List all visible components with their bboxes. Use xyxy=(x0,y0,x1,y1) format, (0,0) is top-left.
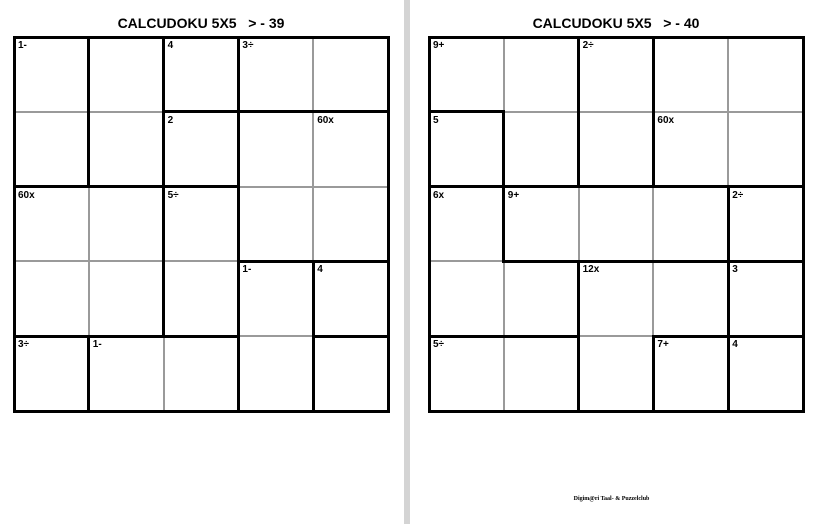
grid-cell[interactable] xyxy=(89,187,164,262)
cage-border xyxy=(237,36,240,114)
cage-border xyxy=(577,36,580,114)
cage-border xyxy=(13,335,91,338)
cage-clue: 9+ xyxy=(507,189,520,201)
grid-cell[interactable] xyxy=(579,261,654,336)
grid-cell[interactable] xyxy=(313,112,388,187)
cage-border xyxy=(727,185,730,263)
cage-clue: 12x xyxy=(582,264,600,276)
cage-border xyxy=(162,260,165,338)
grid-cell[interactable] xyxy=(429,112,504,187)
grid-cell[interactable] xyxy=(313,187,388,262)
grid-cell[interactable] xyxy=(238,336,313,411)
grid-cell[interactable] xyxy=(14,37,89,112)
grid-cell[interactable] xyxy=(653,187,728,262)
cage-clue: 5÷ xyxy=(433,339,445,351)
puzzle-grid xyxy=(14,37,388,411)
cage-border xyxy=(802,36,805,413)
cage-clue: 5÷ xyxy=(167,189,179,201)
grid-cell[interactable] xyxy=(653,261,728,336)
grid-cell[interactable] xyxy=(238,187,313,262)
cage-border xyxy=(727,335,730,413)
cage-border xyxy=(577,335,580,413)
puzzle-title: CALCUDOKU 5X5 > - 39 xyxy=(117,15,285,31)
grid-cell[interactable] xyxy=(728,187,803,262)
cage-border xyxy=(502,260,580,263)
cage-border xyxy=(312,260,315,338)
cage-border xyxy=(652,335,730,338)
grid-cell[interactable] xyxy=(238,261,313,336)
cage-border xyxy=(13,36,16,413)
cage-clue: 5 xyxy=(433,114,439,126)
cage-border xyxy=(577,260,655,263)
cage-border xyxy=(312,260,390,263)
cage-clue: 3 xyxy=(732,264,738,276)
grid-cell[interactable] xyxy=(238,37,313,112)
grid-cell[interactable] xyxy=(728,112,803,187)
cage-border xyxy=(312,335,390,338)
grid-cell[interactable] xyxy=(164,187,239,262)
grid-cell[interactable] xyxy=(579,112,654,187)
cage-border xyxy=(87,36,90,114)
cage-border xyxy=(237,110,315,113)
grid-cell[interactable] xyxy=(89,336,164,411)
cage-border xyxy=(13,36,390,39)
cage-border xyxy=(162,335,240,338)
cage-clue: 9+ xyxy=(433,40,445,51)
cage-border xyxy=(577,185,655,188)
cage-clue: 7+ xyxy=(657,339,669,351)
cage-border xyxy=(428,36,805,39)
left-page xyxy=(0,0,404,524)
grid-cell[interactable] xyxy=(653,336,728,411)
grid-cell[interactable] xyxy=(579,336,654,411)
right-page xyxy=(410,0,813,524)
cage-clue: 4 xyxy=(317,264,323,276)
cage-border xyxy=(162,185,240,188)
cage-clue: 60x xyxy=(317,114,334,126)
cage-border xyxy=(387,36,390,413)
cage-border xyxy=(727,260,805,263)
grid-cell[interactable] xyxy=(89,112,164,187)
cage-border xyxy=(162,185,165,263)
cage-clue: 3÷ xyxy=(242,40,254,51)
cage-border xyxy=(502,335,580,338)
grid-cell[interactable] xyxy=(89,261,164,336)
grid-cell[interactable] xyxy=(14,336,89,411)
grid-cell[interactable] xyxy=(504,336,579,411)
grid-cell[interactable] xyxy=(504,261,579,336)
cage-border xyxy=(237,335,240,413)
cage-border xyxy=(312,110,390,113)
grid-cell[interactable] xyxy=(429,187,504,262)
grid-cell[interactable] xyxy=(14,261,89,336)
grid-cell[interactable] xyxy=(504,112,579,187)
grid-cell[interactable] xyxy=(14,187,89,262)
cage-clue: 1- xyxy=(242,264,252,276)
grid-cell[interactable] xyxy=(728,37,803,112)
grid-cell[interactable] xyxy=(429,37,504,112)
cage-clue: 2÷ xyxy=(582,40,594,51)
grid-cell[interactable] xyxy=(653,37,728,112)
cage-border xyxy=(428,410,805,413)
grid-cell[interactable] xyxy=(504,187,579,262)
cage-border xyxy=(312,335,315,413)
grid-cell[interactable] xyxy=(429,261,504,336)
cage-border xyxy=(87,110,90,188)
footer-credit: Digim@ri Taal- & Puzzelclub xyxy=(573,496,650,502)
cage-border xyxy=(502,110,505,188)
cage-clue: 2÷ xyxy=(732,189,744,201)
cage-border xyxy=(428,335,506,338)
cage-border xyxy=(428,36,431,413)
cage-border xyxy=(727,335,805,338)
cage-border xyxy=(652,110,655,188)
grid-cell[interactable] xyxy=(164,37,239,112)
grid-cell[interactable] xyxy=(728,336,803,411)
grid-cell[interactable] xyxy=(579,37,654,112)
cage-border xyxy=(652,185,730,188)
cage-border xyxy=(237,260,240,338)
cage-border xyxy=(87,185,165,188)
cage-border xyxy=(162,110,240,113)
cage-border xyxy=(428,110,506,113)
grid-cell[interactable] xyxy=(164,336,239,411)
grid-cell[interactable] xyxy=(313,336,388,411)
grid-cell[interactable] xyxy=(728,261,803,336)
cage-clue: 4 xyxy=(167,40,174,51)
cage-border xyxy=(502,185,580,188)
cage-clue: 60x xyxy=(18,189,35,201)
grid-cell[interactable] xyxy=(313,261,388,336)
cage-border xyxy=(162,36,165,114)
grid-cell[interactable] xyxy=(14,112,89,187)
cage-border xyxy=(13,185,91,188)
cage-border xyxy=(727,260,730,338)
cage-border xyxy=(652,260,730,263)
grid-cell[interactable] xyxy=(653,112,728,187)
cage-border xyxy=(652,335,655,413)
cage-clue: 60x xyxy=(657,114,675,126)
grid-cell[interactable] xyxy=(429,336,504,411)
puzzle-title: CALCUDOKU 5X5 > - 40 xyxy=(532,15,700,31)
cage-border xyxy=(162,110,165,188)
cage-border xyxy=(577,260,580,338)
cage-clue: 6x xyxy=(433,189,445,201)
cage-border xyxy=(652,36,655,114)
cage-clue: 2 xyxy=(167,114,174,126)
cage-border xyxy=(13,410,390,413)
cage-border xyxy=(87,335,165,338)
cage-border xyxy=(87,335,90,413)
cage-border xyxy=(237,260,315,263)
cage-clue: 3÷ xyxy=(18,339,30,351)
grid-cell[interactable] xyxy=(504,37,579,112)
cage-border xyxy=(428,185,506,188)
cage-border xyxy=(727,185,805,188)
grid-cell[interactable] xyxy=(164,112,239,187)
grid-cell[interactable] xyxy=(313,37,388,112)
cage-border xyxy=(237,110,240,188)
grid-cell[interactable] xyxy=(579,187,654,262)
grid-cell[interactable] xyxy=(238,112,313,187)
puzzle-grid xyxy=(429,37,803,411)
cage-border xyxy=(502,185,505,263)
cage-border xyxy=(237,185,240,263)
cage-border xyxy=(577,110,580,188)
cage-clue: 1- xyxy=(18,40,27,51)
cage-clue: 1- xyxy=(92,339,102,351)
grid-cell[interactable] xyxy=(164,261,239,336)
cage-clue: 4 xyxy=(732,339,738,351)
grid-cell[interactable] xyxy=(89,37,164,112)
